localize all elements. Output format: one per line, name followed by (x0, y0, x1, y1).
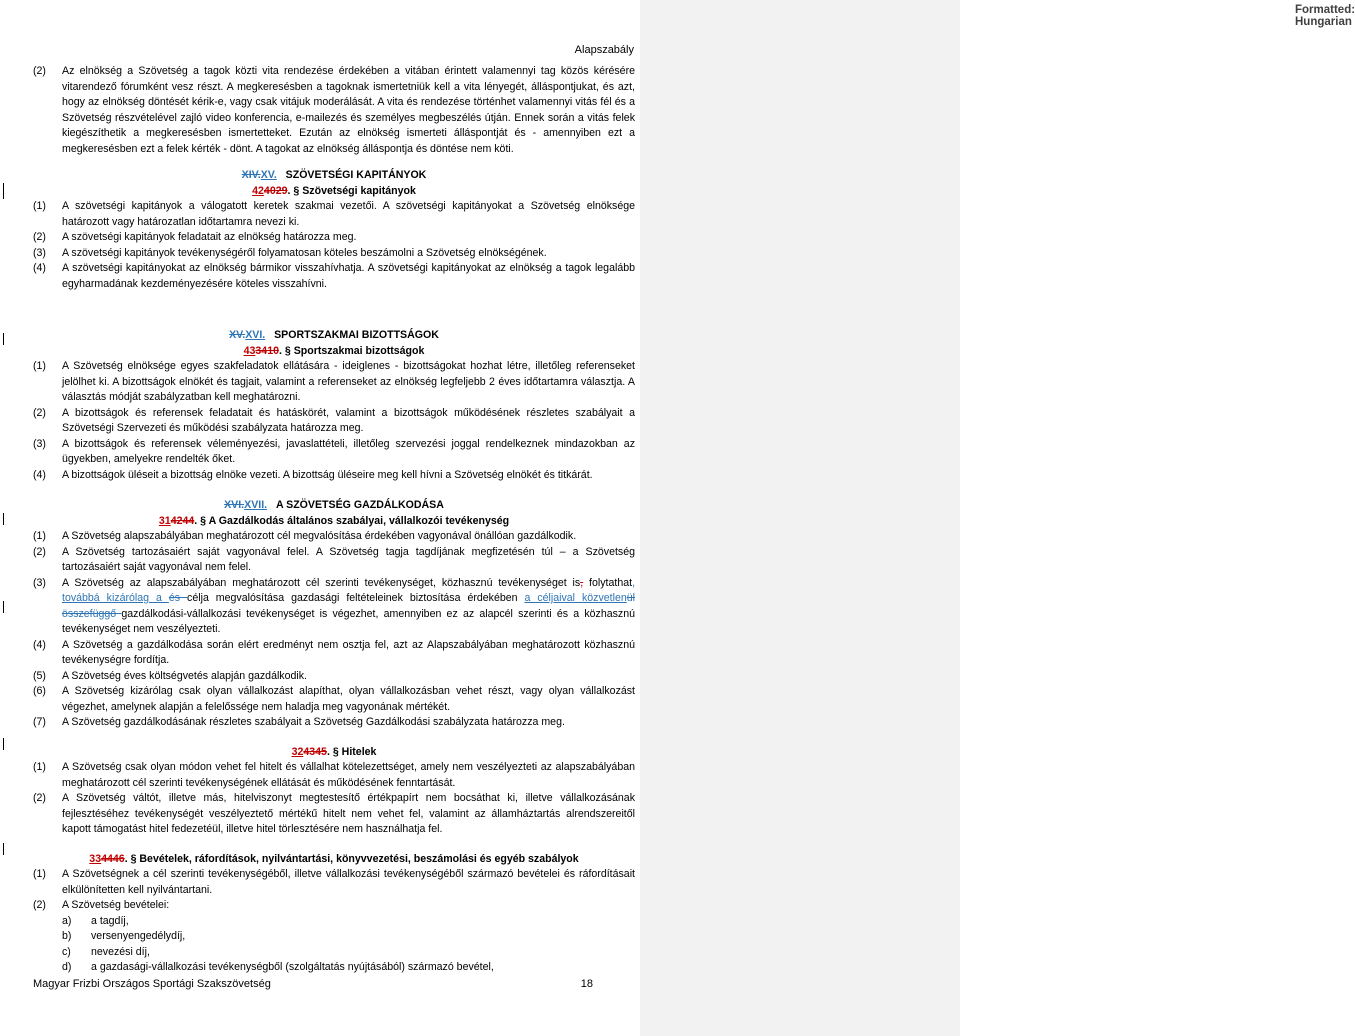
section-heading (33, 745, 635, 761)
deleted-number: 43 (303, 745, 316, 758)
paragraph (33, 760, 635, 791)
paragraph-number: (1) (33, 868, 46, 880)
paragraph-number: (4) (33, 262, 46, 274)
list-text: a tagdíj, (91, 914, 129, 927)
paragraph-text: A szövetségi kapitányok a válogatott keretek szakmai vezetői. A szövetségi kapitányokat a Szövetség elnöksége határozott vagy határozatlan időtartamra nevezi ki. (62, 200, 635, 228)
paragraph-number: (2) (33, 65, 46, 77)
paragraph (33, 468, 635, 484)
deleted-number: 44 (101, 852, 113, 865)
list-label: c) (62, 945, 71, 958)
paragraph-text: A bizottságok és referensek feladatait és hatáskörét, valamint a bizottságok működésének részletes szabályait a Szövetségi Szervezeti és működési szabályzata határozza meg. (62, 406, 635, 434)
paragraph-number: (1) (33, 200, 46, 212)
deleted-number: 40 (263, 184, 276, 197)
paragraph (33, 230, 635, 246)
paragraph-number: (2) (33, 231, 46, 243)
paragraph-number: (2) (33, 406, 46, 419)
paragraph (33, 791, 635, 838)
footer-org-name: Magyar Frizbi Országos Sportági Szakszövetség (33, 978, 271, 990)
paragraph (33, 545, 635, 576)
deleted-numbering: XVI. (224, 499, 245, 511)
section-title: . § A Gazdálkodás általános szabályai, vállalkozói tevékenység (194, 514, 510, 527)
paragraph-text: A szövetségi kapitányokat az elnökség bármikor visszahívhatja. A szövetségi kapitányokat az elnökség a tagok legalább egyharmadának kezdeményezésére köteles visszahívni. (62, 262, 635, 290)
deleted-text: ül összefüggő (62, 592, 635, 620)
bizottsagok-body (33, 328, 635, 483)
inserted-number: 31 (158, 514, 171, 527)
paragraph-number: (5) (33, 669, 46, 682)
paragraph (33, 684, 635, 715)
paragraph-text: A Szövetség gazdálkodásának részletes szabályait a Szövetség Gazdálkodási szabályzata határozza meg. (62, 716, 565, 728)
paragraph-number: (1) (33, 360, 46, 372)
chapter-title: SZÖVETSÉGI KAPITÁNYOK (285, 169, 427, 181)
paragraph-number: (3) (33, 437, 46, 450)
list-label: a) (62, 914, 72, 927)
deleted-number: 46 (112, 852, 125, 865)
text-run: folytathat (583, 576, 633, 589)
deleted-number: 10 (267, 344, 279, 357)
paragraph-number: (3) (33, 576, 46, 589)
deleted-text: , (580, 576, 584, 589)
chapter-title: SPORTSZAKMAI BIZOTTSÁGOK (274, 329, 439, 341)
inserted-numbering: XVI. (245, 329, 266, 341)
inserted-numbering: XVII. (244, 499, 268, 511)
paragraph-number: (7) (33, 716, 46, 728)
section-title: . § Szövetségi kapitányok (287, 184, 416, 197)
paragraph-number: (3) (33, 246, 46, 259)
change-bar (3, 183, 4, 199)
chapter-title: A SZÖVETSÉG GAZDÁLKODÁSA (275, 499, 444, 511)
deleted-numbering: XIV. (241, 169, 261, 181)
comment-margin-panel (640, 0, 1355, 1036)
paragraph-text: A Szövetség éves költségvetés alapján gazdálkodik. (62, 669, 307, 682)
deleted-number: 29 (275, 184, 288, 197)
vita-section (33, 64, 635, 157)
page-footer (33, 978, 593, 990)
section-heading (33, 514, 635, 530)
change-bar (3, 601, 4, 613)
paragraph (33, 638, 635, 669)
paragraph (33, 359, 635, 406)
paragraph-text: A bizottságok és referensek véleményezési, javaslattételi, illetőleg szervezési joggal rendelkeznek mindazokban az ügyekben, amelyekre rendelték őket. (62, 437, 635, 465)
section-heading (33, 852, 635, 868)
list-text: a gazdasági-vállalkozási tevékenységből (szolgáltatás nyújtásából) származó bevétel, (91, 961, 494, 973)
section-heading (33, 184, 635, 200)
paragraph-number: (2) (33, 792, 46, 804)
paragraph (33, 246, 635, 262)
section-heading (33, 344, 635, 360)
inserted-number: 43 (243, 344, 256, 357)
deleted-number: 42 (170, 514, 183, 527)
paragraph-text: A Szövetség váltót, illetve más, hitelviszonyt megtestesítő értékpapírt nem bocsáthat ki, illetve vállalkozásának fejlesztéséhez tevékenységét veszélyeztető mértékű hitelt nem vehet fel, valamint az államháztartás alrendszereitől kapott támogatást hitel fedezetéül, illetve hitel törlesztésére nem használhatja fel. (62, 792, 635, 835)
paragraph-text: A Szövetségnek a cél szerinti tevékenységéből, illetve vállalkozási tevékenységéből származó bevételei és ráfordításait elkülönítetten kell nyilvántartani. (62, 868, 635, 896)
deleted-numbering: XV. (229, 329, 246, 341)
list-item (33, 945, 635, 961)
section-title: . § Sportszakmai bizottságok (278, 344, 425, 357)
paragraph-with-changes (33, 576, 635, 638)
paragraph-text: A Szövetség a gazdálkodása során elért eredményt nem osztja fel, azt az Alapszabályában meghatározott közhasznú tevékenységre fordítja. (62, 638, 635, 666)
paragraph (33, 867, 635, 898)
deleted-number: 34 (255, 344, 268, 357)
text-run: gazdálkodási-vállalkozási tevékenységet is végezhet, amennyiben ez az alapcél szerinti és a közhasznú tevékenységet nem veszélyezteti. (62, 607, 635, 635)
paragraph-text: A bizottságok üléseit a bizottság elnöke vezeti. A bizottság üléseire meg kell hívni a Szövetség elnökét és titkárát. (62, 468, 593, 481)
paragraph-text: A Szövetség elnöksége egyes szakfeladatok ellátására - ideiglenes - bizottságokat hozhat létre, illetőleg referenseket jelölhet ki. A bizottságok elnökét és tagjait, valamint a referenseket az elnökség legfeljebb 2 éves időtartamra választja. A választás módját szabályzatban kell meghatározni. (62, 360, 635, 403)
paragraph-text: A szövetségi kapitányok tevékenységéről folyamatosan köteles beszámolni a Szövetség elnökségének. (62, 246, 547, 259)
paragraph (33, 199, 635, 230)
inserted-number: 33 (89, 852, 102, 865)
change-bar (3, 738, 4, 750)
paragraph-text: Az elnökség a Szövetség a tagok közti vita rendezése érdekében a vitában érintett valamennyi tag közös kérésére vitarendező fórumként vesz részt. A megkeresésben a tagoknak ismertetniük kell a vita lényegét, álláspontjukat, és azt, hogy az elnökség döntését kérik-e, vagy csak vitájuk moderálását. A vita és rendezése történhet valamennyi vitás fél és a Szövetség részvételével zajló video konferencia, e-mailezés és személyes megbeszélés útján. Ennek során a vitás felek kiegészíthetik a megkeresésben ismertetteket. Ezután az elnökség ismerteti álláspontját és - amennyiben ezt a megkeresésben ezt a felek kérték - dönt. A tagokat az elnökség álláspontja és döntése nem köti. (62, 65, 635, 155)
paragraph-number: (6) (33, 685, 46, 697)
paragraph-text: A Szövetség kizárólag csak olyan vállalkozást alapíthat, olyan vállalkozásban vehet részt, vagy olyan vállalkozást végezhet, amelynek alapján a felelőssége nem haladja meg vagyonának mértékét. (62, 685, 635, 713)
paragraph-number: (4) (33, 468, 46, 481)
paragraph-text: A Szövetség bevételei: (62, 899, 170, 911)
paragraph (33, 529, 635, 545)
paragraph-text: A Szövetség tartozásaiért saját vagyonával felel. A Szövetség tagja tagdíjának megfizetésén túl – a Szövetség tartozásaiért saját vagyonával nem felel. (62, 545, 635, 573)
page-number: 18 (580, 978, 593, 990)
inserted-text: a céljaival közvetlen (524, 592, 627, 604)
kapitanyok-section (33, 168, 635, 292)
text-run: A Szövetség az alapszabályában meghatározott cél szerinti tevékenységet, közhasznú tevékenységet is (62, 576, 581, 589)
inserted-text: , továbbá kizárólag a (62, 576, 636, 604)
paragraph (33, 261, 635, 292)
chapter-heading (33, 498, 635, 514)
running-header: Alapszabály (574, 44, 634, 56)
list-item (33, 960, 635, 976)
deleted-number: 45 (315, 745, 327, 758)
deleted-number: 44 (182, 514, 195, 527)
paragraph-number: (4) (33, 638, 46, 651)
paragraph (33, 406, 635, 437)
paragraph (33, 898, 635, 914)
paragraph-vita-2 (33, 64, 635, 157)
paragraph-text: A Szövetség csak olyan módon vehet fel hitelt és vállalhat kötelezettséget, amely nem veszélyezteti az alapszabályában meghatározott cél szerinti tevékenységének ellátását és működésének fenntartását. (62, 761, 635, 789)
change-bar (3, 843, 4, 855)
paragraph-text: A Szövetség alapszabályában meghatározott cél megvalósítása érdekében vagyonával önállóan gazdálkodik. (62, 530, 577, 542)
list-text: versenyengedélydíj, (91, 930, 186, 942)
chapter-heading (33, 328, 635, 344)
paragraph (33, 715, 635, 731)
gazdalkodas-section (33, 498, 635, 976)
deleted-text: és (168, 592, 188, 604)
paragraph-text: A szövetségi kapitányok feladatait az elnökség határozza meg. (62, 231, 357, 243)
list-label: b) (62, 930, 72, 942)
list-text: nevezési díj, (91, 945, 150, 958)
change-bar (3, 513, 4, 525)
paragraph-number: (2) (33, 899, 46, 911)
section-title: . § Hitelek (326, 745, 377, 758)
inserted-number: 42 (252, 184, 264, 197)
text-run: célja megvalósítása gazdasági feltételeinek biztosítása érdekében (187, 592, 525, 604)
paragraph (33, 669, 635, 685)
paragraph-number: (1) (33, 761, 46, 773)
formatting-note: Formatted: Hungarian (1295, 4, 1355, 28)
paragraph-number: (2) (33, 545, 46, 558)
paragraph (33, 437, 635, 468)
inserted-numbering: XV. (260, 169, 277, 181)
paragraph-number: (1) (33, 530, 46, 542)
list-item (33, 929, 635, 945)
inserted-number: 32 (291, 745, 304, 758)
chapter-heading (33, 168, 635, 184)
list-label: d) (62, 961, 72, 973)
list-item (33, 914, 635, 930)
change-bar (3, 333, 4, 345)
section-title: . § Bevételek, ráfordítások, nyilvántartási, könyvvezetési, beszámolási és egyéb szabályok (124, 852, 579, 865)
